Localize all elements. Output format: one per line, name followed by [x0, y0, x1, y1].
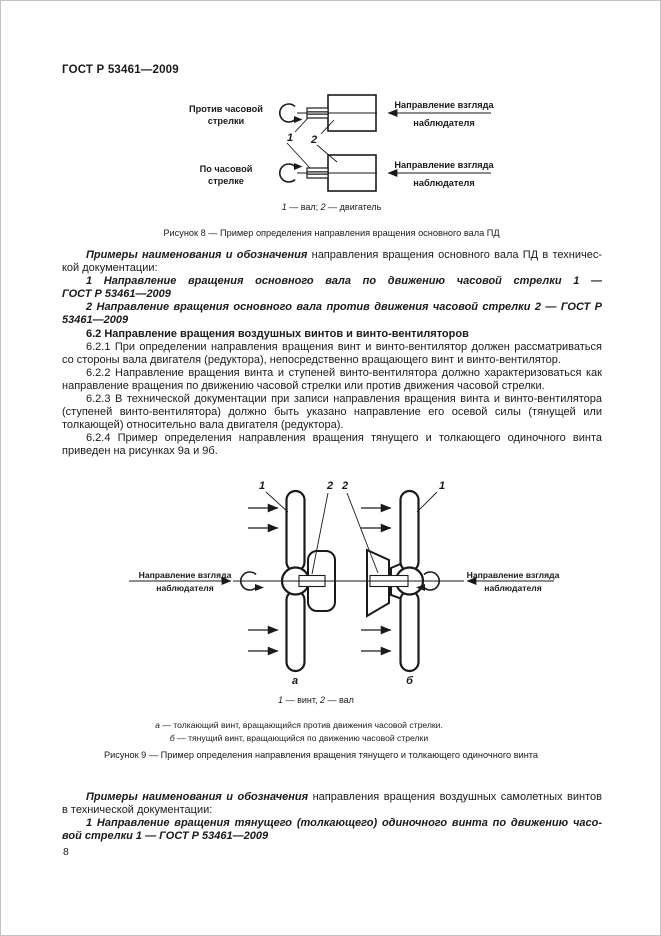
paragraph-examples2-intro-line2: в технической документации:	[62, 804, 213, 817]
example-1-line1: 1 Направление вращения основного вала по движению часовой стрелки 1 —	[86, 275, 602, 288]
view-label-top-line1: Направление взгляда	[394, 100, 494, 110]
figure-8-diagram	[151, 93, 501, 208]
paragraph-examples-intro-line2: кой документации:	[62, 262, 158, 275]
legend-number: 2	[319, 695, 325, 705]
paragraph-examples-intro-line1: Примеры наименования и обозначения направления вращения основного вала ПД в техничес-	[86, 249, 602, 261]
body-text-block-1	[62, 249, 602, 459]
callout-1-blade: 1	[438, 480, 446, 492]
callout-2-shaft: 2	[326, 480, 334, 492]
legend-number: 2	[320, 202, 326, 212]
cw-label-line1: По часовой	[199, 164, 253, 174]
example-3-line1: 1 Направление вращения тянущего (толкающего) одиночного винта по движению часо-	[86, 817, 602, 830]
paragraph-6-2-3: 6.2.3 В технической документации при записи направления вращения винта и винто-вентилятора (ступеней винто-вентилятора) должно быть указано направление его осевой силы (тянущей или толкающей) относительно вала двигателя (редуктора).	[62, 393, 602, 432]
view-label-top-line2: наблюдателя	[413, 118, 475, 128]
figure9-note-b	[69, 732, 529, 745]
rotation-cw-icon	[280, 164, 295, 182]
subfigure-label-b: б	[406, 675, 413, 687]
paragraph-examples2-intro-line1: Примеры наименования и обозначения направления вращения воздушных самолетных винтов	[86, 791, 602, 803]
figure8-legend	[1, 202, 661, 212]
view-label-right-line1: Направление взгляда	[466, 570, 560, 580]
view-label-right-line2: наблюдателя	[484, 583, 542, 593]
rotation-cw-arrowhead	[294, 163, 303, 170]
example-3-line2: вой стрелки 1 — ГОСТ Р 53461—2009	[62, 830, 269, 843]
callout-2-shaft: 2	[341, 480, 349, 492]
note-key: б	[169, 733, 175, 743]
note-text: — тянущий винт, вращающийся по движению часовой стрелки	[174, 733, 429, 743]
examples-lead: Примеры наименования и обозначения	[86, 249, 308, 261]
leader-line	[317, 145, 337, 162]
subfigure-label-a: а	[291, 675, 299, 687]
paragraph-6-2-1: 6.2.1 При определении направления вращения винт и винто-вентилятор должен рассматриваться со стороны вала двигателя (редуктора), непосредственно вращающего винт и винто-вентилятор.	[62, 340, 602, 366]
callout-1-blade: 1	[258, 480, 266, 492]
figure8-caption: Рисунок 8 — Пример определения направления вращения основного вала ПД	[163, 228, 500, 238]
callout-2-engine: 2	[310, 134, 318, 146]
figure9-caption: Рисунок 9 — Пример определения направления вращения тянущего и толкающего одиночного винта	[103, 750, 538, 760]
view-label-bottom-line1: Направление взгляда	[394, 160, 494, 170]
leader-line	[266, 492, 288, 512]
paragraph-6-2-2: 6.2.2 Направление вращения винта и ступеней винто-вентилятора должно характеризоваться как направление вращения по движению часовой стрелки или против движения часовой стрелки.	[62, 366, 602, 392]
rotation-ccw-arrowhead	[294, 116, 303, 123]
page-number: 8	[63, 846, 69, 858]
legend-text: — вал;	[286, 202, 321, 212]
blade-right-bottom	[401, 591, 419, 671]
legend-text: — вал	[324, 695, 354, 705]
examples-lead: Примеры наименования и обозначения	[86, 791, 309, 803]
note-text: — толкающий винт, вращающийся против движения часовой стрелки.	[159, 720, 443, 730]
ccw-label-line2: стрелки	[207, 116, 245, 126]
ccw-label-line1: Против часовой	[189, 104, 263, 114]
example-2-line1: 2 Направление вращения основного вала против движения часовой стрелки 2 — ГОСТ Р	[86, 301, 602, 314]
leader-line	[417, 492, 437, 512]
figure9-note-a	[69, 719, 529, 732]
rotation-ccw-icon	[280, 104, 295, 122]
example-1-line2: ГОСТ Р 53461—2009	[62, 288, 171, 301]
section-heading-6-2: 6.2 Направление вращения воздушных винтов и винто-вентиляторов	[86, 327, 469, 340]
view-label-left-line2: наблюдателя	[156, 583, 214, 593]
leader-line	[347, 493, 378, 573]
blade-right-top	[401, 491, 419, 571]
figure-9-diagram	[121, 479, 576, 691]
paragraph-6-2-4: 6.2.4 Пример определения направления вращения тянущего и толкающего одиночного винта приведен на рисунках 9а и 9б.	[62, 432, 602, 458]
callout-1-shaft: 1	[286, 132, 294, 144]
legend-number: 1	[281, 202, 287, 212]
legend-number: 1	[278, 695, 284, 705]
blade-left-top	[287, 491, 305, 571]
legend-text: — винт,	[283, 695, 320, 705]
figure9-notes	[69, 719, 529, 745]
legend-text: — двигатель	[325, 202, 382, 212]
figure9-legend	[86, 695, 546, 705]
cw-label-line2: стрелке	[208, 176, 244, 186]
note-key: а	[155, 720, 160, 730]
blade-left-bottom	[287, 591, 305, 671]
body-text-block-2	[62, 791, 602, 843]
example-2-line2: 53461—2009	[62, 314, 129, 327]
page-header: ГОСТ Р 53461—2009	[62, 64, 179, 76]
rotation-ccw-arrowhead	[255, 584, 264, 591]
view-label-left-line1: Направление взгляда	[138, 570, 232, 580]
view-label-bottom-line2: наблюдателя	[413, 178, 475, 188]
